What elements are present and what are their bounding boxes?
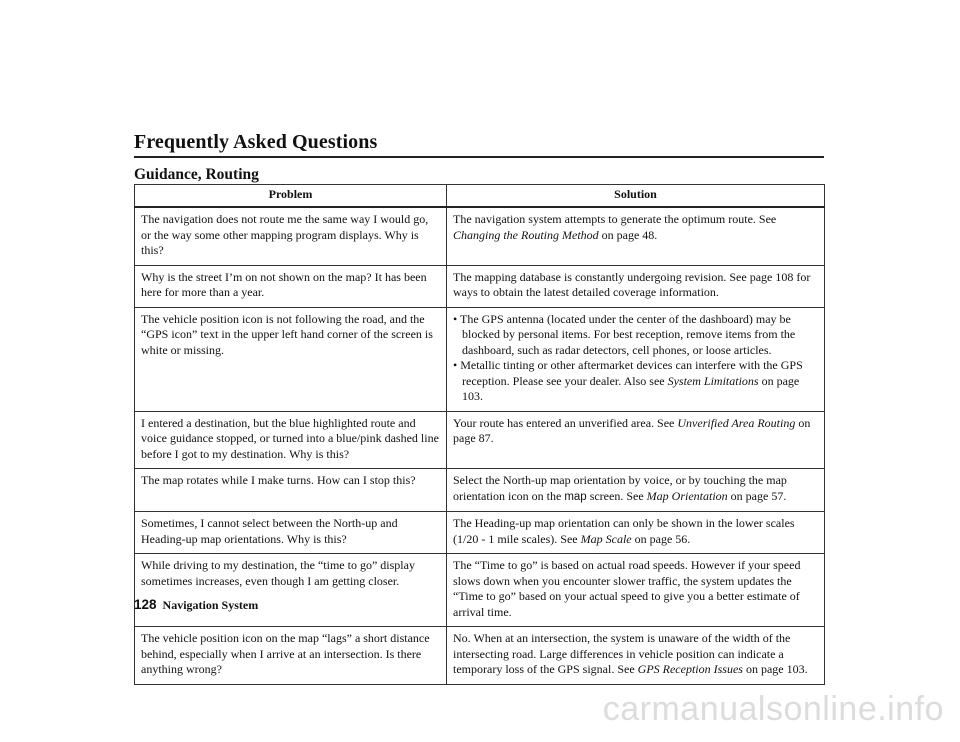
- solution-cell: [447, 207, 825, 265]
- solution-cell: [447, 307, 825, 411]
- problem-cell: The vehicle position icon on the map “lags” a short distance behind, especially when I arrive at an intersection. Is there anything wrong?: [135, 627, 447, 685]
- solution-text: on page 48.: [598, 227, 658, 242]
- cross-reference: System Limitations: [667, 373, 759, 388]
- solution-cell: [447, 627, 825, 685]
- solution-text: on page 57.: [727, 488, 787, 503]
- cross-reference: Unverified Area Routing: [677, 415, 796, 430]
- table-row: [135, 469, 825, 512]
- solution-cell: [447, 411, 825, 469]
- problem-cell: I entered a destination, but the blue highlighted route and voice guidance stopped, or turned into a blue/pink dashed line before I got to my destination. Why is this?: [135, 411, 447, 469]
- map-button-label: map: [564, 490, 587, 503]
- page-number: 128: [134, 597, 157, 612]
- cross-reference: GPS Reception Issues: [637, 662, 743, 676]
- header-problem: Problem: [135, 185, 447, 208]
- cross-reference: Changing the Routing Method: [453, 227, 599, 242]
- page-title: Frequently Asked Questions: [134, 131, 378, 153]
- solution-text: The navigation system attempts to generate the optimum route. See: [453, 212, 777, 226]
- problem-cell: Why is the street I’m on not shown on the map? It has been here for more than a year.: [135, 265, 447, 307]
- solution-text: No. When at an intersection, the system is unaware of the width of the intersecting road. Large differences in vehicle position can indicate a temporary loss of the GPS signal. See: [453, 631, 791, 676]
- problem-cell: Sometimes, I cannot select between the North-up and Heading-up map orientations. Why is this?: [135, 512, 447, 554]
- solution-text: screen. See: [586, 488, 647, 503]
- table-header-row: [135, 185, 825, 208]
- cross-reference: Map Orientation: [646, 488, 728, 503]
- table-row: [135, 265, 825, 307]
- header-solution: Solution: [447, 185, 825, 208]
- solution-bullet: [453, 358, 818, 405]
- table-row: [135, 207, 825, 265]
- table-row: [135, 307, 825, 411]
- solution-cell: The mapping database is constantly undergoing revision. See page 108 for ways to obtain the latest detailed coverage information.: [447, 265, 825, 307]
- table-row: [135, 512, 825, 554]
- table-row: [135, 627, 825, 685]
- page-footer: [134, 596, 258, 614]
- solution-text: The Heading-up map orientation can only be shown in the lower scales (1/20 - 1 mile scales). See: [453, 516, 795, 546]
- table-row: [135, 554, 825, 627]
- solution-text: on page 103.: [462, 373, 800, 403]
- problem-cell: The vehicle position icon is not following the road, and the “GPS icon” text in the upper left hand corner of the screen is white or missing.: [135, 307, 447, 411]
- solution-text: Your route has entered an unverified area. See: [453, 415, 678, 430]
- section-title: Guidance, Routing: [134, 166, 259, 183]
- solution-text: • Metallic tinting or other aftermarket devices can interfere with the GPS reception. Please see your dealer. Also see: [453, 358, 803, 388]
- watermark: carmanualsonline.info: [602, 690, 944, 728]
- cross-reference: Map Scale: [580, 531, 632, 546]
- solution-cell: [447, 512, 825, 554]
- solution-text: on page 56.: [631, 531, 691, 546]
- solution-text: on page 103.: [742, 662, 808, 676]
- title-divider: [134, 156, 824, 158]
- solution-text: Select the North-up map orientation by voice, or by touching the map orientation icon on the: [453, 473, 787, 503]
- problem-cell: The navigation does not route me the same way I would go, or the way some other mapping program displays. Why is this?: [135, 207, 447, 265]
- solution-cell: The “Time to go” is based on actual road speeds. However if your speed slows down when you encounter slower traffic, the system updates the “Time to go” based on your actual speed to give you a better estimate of arrival time.: [447, 554, 825, 627]
- problem-cell: The map rotates while I make turns. How can I stop this?: [135, 469, 447, 512]
- solution-cell: [447, 469, 825, 512]
- problem-cell: While driving to my destination, the “time to go” display sometimes increases, even though I am getting closer.: [135, 554, 447, 627]
- footer-label: Navigation System: [162, 598, 259, 612]
- table-row: [135, 411, 825, 469]
- solution-bullet: • The GPS antenna (located under the center of the dashboard) may be blocked by personal items. For best reception, remove items from the dashboard, such as radar detectors, cell phones, or loose articles.: [453, 311, 796, 357]
- solution-text: on page 87.: [453, 415, 811, 445]
